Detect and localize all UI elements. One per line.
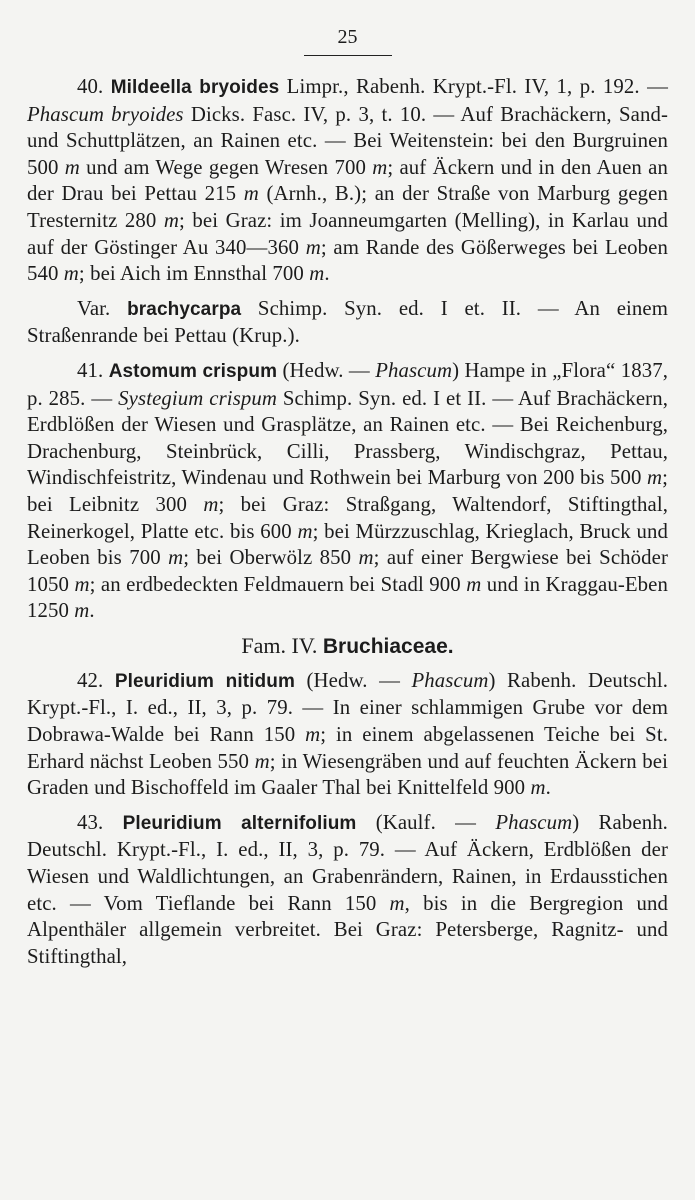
entry-42: 42. Pleuridium nitidum (Hedw. — Phascum) Rabenh. Deutschl. Krypt.-Fl., I. ed., II, 3, p. 79. — In einer schlammigen Grube vor dem Dobrawa-Walde bei Rann 150 m; in einem abgelassenen Teiche bei St. Erhard nächst Leoben 550 m; in Wiesengräben und auf feuchten Äckern bei Graden und Bischoffeld im Gaaler Thal bei Knittelfeld 900 m. xyxy=(27,668,669,800)
family-heading: Fam. IV. Bruchiaceae. xyxy=(241,632,454,658)
entry-number: 41. xyxy=(77,358,104,382)
variety-name: brachycarpa xyxy=(127,298,242,320)
entry-number: 40. xyxy=(77,75,104,98)
entry-40-variety: Var. brachycarpa Schimp. Syn. ed. I et. II. — An einem Straßenrande bei Pettau (Krup.). xyxy=(27,296,669,348)
entry-number: 43. xyxy=(77,810,104,834)
synonym: Phascum xyxy=(411,668,489,692)
synonym: Phascum xyxy=(375,358,453,382)
entry-41: 41. Astomum crispum (Hedw. — Phascum) Hampe in „Flora“ 1837, p. 285. — Systegium crispum Schimp. Syn. ed. I et II. — Auf Brachäckern, Erdblößen der Wiesen und Grasplätze, an Rainen etc. — Bei Reichenburg, Drachenburg, Steinbrück, Cilli, Prassberg, Windischgraz, Pettau, Windischfeistritz, Windenau und Rothwein bei Marburg von 200 bis 500 m; bei Leibnitz 300 m; bei Graz: Straßgang, Waltendorf, Stiftingthal, Reinerkogel, Platte etc. bis 600 m; bei Mürzzuschlag, Krieglach, Bruck und Leoben bis 700 m; bei Oberwölz 850 m; auf einer Bergwiese bei Schöder 1050 m; an erdbedeckten Feldmauern bei Stadl 900 m und in Kraggau-Eben 1250 m. xyxy=(27,358,669,623)
entry-43: 43. Pleuridium alternifolium (Kaulf. — Phascum) Rabenh. Deutschl. Krypt.-Fl., I. ed., II, 3, p. 79. — Auf Äckern, Erdblößen der Wiesen und Waldlichtungen, an Grabenrändern, Rainen, in Erdausstichen etc. — Vom Tieflande bei Rann 150 m, bis in die Bergregion und Alpenthäler allgemein verbreitet. Bei Graz: Petersberge, Ragnitz- und Stiftingthal, xyxy=(27,810,669,968)
header-rule xyxy=(304,55,392,56)
species-name: Astomum crispum xyxy=(108,360,278,382)
synonym: Phascum bryoides xyxy=(27,102,184,126)
synonym: Systegium crispum xyxy=(118,386,277,410)
species-name: Pleuridium alternifolium xyxy=(122,812,357,834)
entry-number: 42. xyxy=(77,668,104,692)
species-name: Pleuridium nitidum xyxy=(114,670,295,692)
family-name: Bruchiaceae. xyxy=(322,634,454,658)
page-body xyxy=(27,74,668,970)
synonym: Phascum xyxy=(495,810,573,834)
page-number: 25 xyxy=(337,26,358,48)
entry-40: 40. Mildeella bryoides Limpr., Rabenh. Krypt.-Fl. IV, 1, p. 192. — Phascum bryoides Dicks. Fasc. IV, p. 3, t. 10. — Auf Brachäckern, Sand- und Schuttplätzen, an Rainen etc. — Bei Weitenstein: bei den Burgruinen 500 m und am Wege gegen Wresen 700 m; auf Äckern und in den Auen an der Drau bei Pettau 215 m (Arnh., B.); an der Straße von Marburg gegen Tresternitz 280 m; bei Graz: im Joanneumgarten (Melling), in Karlau und auf der Göstinger Au 340—360 m; am Rande des Gößerweges bei Leoben 540 m; bei Aich im Ennsthal 700 m. xyxy=(27,75,668,286)
species-name: Mildeella bryoides xyxy=(110,77,280,98)
